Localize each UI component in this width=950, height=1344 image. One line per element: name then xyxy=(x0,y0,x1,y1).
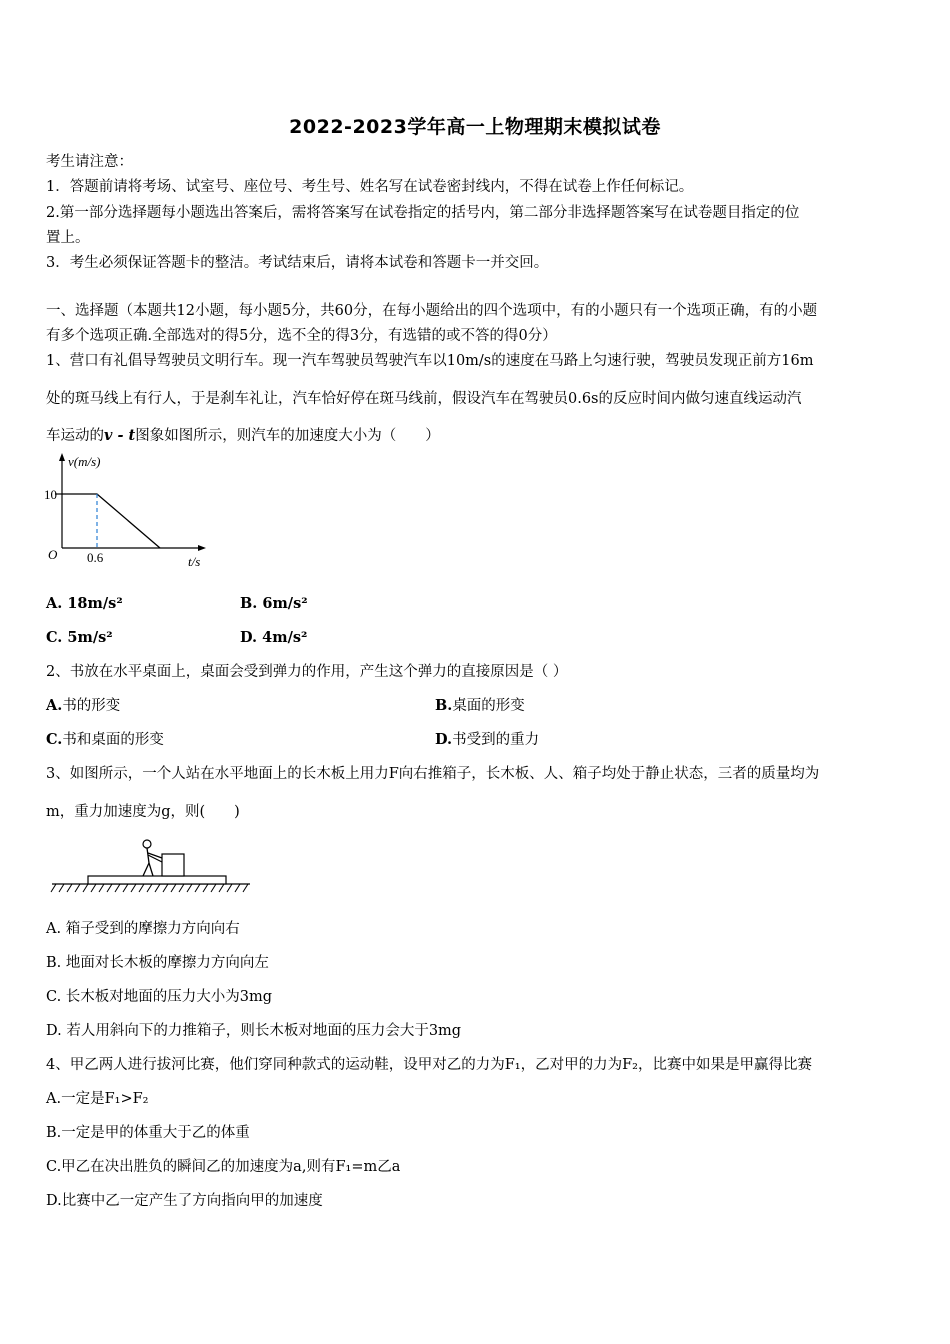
notice-item-2: 2.第一部分选择题每小题选出答案后，需将答案写在试卷指定的括号内，第二部分非选择题答案写在试卷题目指定的位 xyxy=(46,205,800,221)
q3-option-b[interactable]: B. 地面对长木板的摩擦力方向向左 xyxy=(46,955,269,971)
notice-item-2-cont: 置上。 xyxy=(46,230,90,246)
q1-stem-line-3 xyxy=(46,426,908,446)
section-instructions-line-2: 有多个选项正确.全部选对的得5分，选不全的得3分，有选错的或不答的得0分） xyxy=(46,328,557,344)
q4-option-a[interactable]: A.一定是F₁>F₂ xyxy=(46,1091,149,1107)
q1-stem-var: v - t xyxy=(104,427,136,444)
q2-option-b[interactable] xyxy=(435,696,525,716)
q4-option-d[interactable]: D.比赛中乙一定产生了方向指向甲的加速度 xyxy=(46,1193,323,1209)
q2-option-a[interactable] xyxy=(46,696,120,716)
q3-stem-line-1: 3、如图所示，一个人站在水平地面上的长木板上用力F向右推箱子，长木板、人、箱子均处于静止状态，三者的质量均为 xyxy=(46,766,820,782)
q2-option-c[interactable] xyxy=(46,730,164,750)
q2-option-c-label: C. xyxy=(46,731,63,748)
q1-option-c[interactable]: C. 5m/s² xyxy=(46,629,113,646)
q4-stem: 4、甲乙两人进行拔河比赛，他们穿同种款式的运动鞋，设甲对乙的力为F₁，乙对甲的力为F₂，比赛中如果是甲赢得比赛 xyxy=(46,1057,812,1073)
q3-option-d[interactable]: D. 若人用斜向下的力推箱子，则长木板对地面的压力会大于3mg xyxy=(46,1023,462,1039)
notice-item-1: 1．答题前请将考场、试室号、座位号、考生号、姓名写在试卷密封线内，不得在试卷上作任何标记。 xyxy=(46,179,694,195)
q2-option-b-label: B. xyxy=(435,697,453,714)
q2-option-a-label: A. xyxy=(46,697,63,714)
q1-stem-line-2: 处的斑马线上有行人，于是刹车礼让，汽车恰好停在斑马线前，假设汽车在驾驶员0.6s的反应时间内做匀速直线运动汽 xyxy=(46,391,802,407)
section-instructions-line-1: 一、选择题（本题共12小题，每小题5分，共60分，在每小题给出的四个选项中，有的小题只有一个选项正确，有的小题 xyxy=(46,303,818,319)
q2-stem: 2、书放在水平桌面上，桌面会受到弹力的作用，产生这个弹力的直接原因是（ ） xyxy=(46,664,568,680)
graph-x-tick: 0.6 xyxy=(87,550,104,565)
graph-y-tick: 10 xyxy=(44,487,57,502)
page-title: 2022-2023学年高一上物理期末模拟试卷 xyxy=(289,116,661,138)
q2-option-c-text: 书和桌面的形变 xyxy=(62,732,164,748)
graph-y-label: v(m/s) xyxy=(68,454,101,469)
q3-option-a[interactable]: A. 箱子受到的摩擦力方向向右 xyxy=(46,921,240,937)
q4-option-b[interactable]: B.一定是甲的体重大于乙的体重 xyxy=(46,1125,250,1141)
q1-stem-post: 图象如图所示，则汽车的加速度大小为（ ） xyxy=(135,428,440,444)
notice-heading: 考生请注意： xyxy=(46,154,133,170)
q2-option-d-label: D. xyxy=(435,731,453,748)
notice-item-3: 3．考生必须保证答题卡的整洁。考试结束后，请将本试卷和答题卡一并交回。 xyxy=(46,255,549,271)
q2-option-d[interactable] xyxy=(435,730,539,750)
q2-option-b-text: 桌面的形变 xyxy=(452,698,525,714)
q3-stem-line-2: m，重力加速度为g，则( ) xyxy=(46,804,240,820)
q3-figure-person-pushing-box xyxy=(50,836,255,896)
q1-stem-pre: 车运动的 xyxy=(46,428,104,444)
q2-option-a-text: 书的形变 xyxy=(62,698,121,714)
q1-option-a[interactable]: A. 18m/s² xyxy=(46,595,123,612)
q2-option-d-text: 书受到的重力 xyxy=(452,732,540,748)
q1-option-d[interactable]: D. 4m/s² xyxy=(240,629,308,646)
q4-option-c[interactable]: C.甲乙在决出胜负的瞬间乙的加速度为a,则有F₁=m乙a xyxy=(46,1159,401,1175)
q3-option-c[interactable]: C. 长木板对地面的压力大小为3mg xyxy=(46,989,273,1005)
q1-stem-line-1: 1、营口有礼倡导驾驶员文明行车。现一汽车驾驶员驾驶汽车以10m/s的速度在马路上匀速行驶，驾驶员发现正前方16m xyxy=(46,353,814,369)
q1-vt-graph xyxy=(40,450,220,572)
graph-x-label: t/s xyxy=(188,554,201,569)
q1-option-b[interactable]: B. 6m/s² xyxy=(240,595,308,612)
graph-origin: O xyxy=(48,547,58,562)
